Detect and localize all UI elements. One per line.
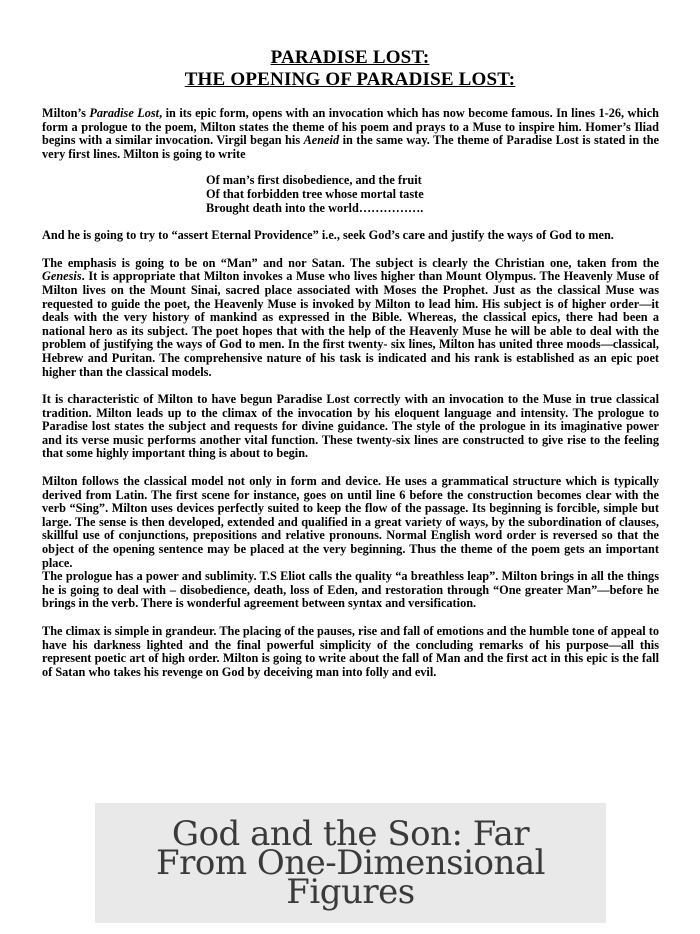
paragraph-climax: The climax is simple in grandeur. The placing of the pauses, rise and fall of emotions and the humble tone of appeal to have his darkness lighted and the final powerful simplicity of the concluding remarks of his purpose—all this represent poetic art of high order. Milton is going to write about the fall of Man and the first act in this epic is the fall of Satan who takes his revenge on God by deceiving man into folly and evil. bbox=[42, 624, 659, 679]
poem-line: Of man’s first disobedience, and the fruit bbox=[206, 173, 422, 188]
poem-quote bbox=[206, 174, 659, 215]
paragraph-intro bbox=[42, 107, 659, 161]
text-run: The emphasis is going to be on “Man” and nor Satan. The subject is clearly the Christian one, taken from the bbox=[42, 255, 659, 270]
title-block bbox=[0, 47, 700, 91]
paragraph-classical-model: Milton follows the classical model not only in form and device. He uses a grammatical structure which is typically derived from Latin. The first scene for instance, goes on until line 6 before the construction becomes clear with the verb “Sing”. Milton uses devices perfectly suited to keep the flow of the passage. Its beginning is forcible, simple but large. The sense is then developed, extended and qualified in a great variety of ways, by the subordination of clauses, skillful use of conjunctions, prepositions and relative pronouns. Normal English word order is reversed so that the object of the opening sentence may be placed at the very beginning. Thus the theme of the poem gets an important place. bbox=[42, 474, 659, 570]
banner-line: Figures bbox=[286, 872, 415, 912]
page-subtitle: THE OPENING OF PARADISE LOST: bbox=[184, 69, 516, 90]
text-run: in the same way. The theme of Paradise Lost is stated in the very first lines. Milton is going to write bbox=[42, 133, 659, 161]
text-run: . It is appropriate that Milton invokes a Muse who lives higher than Mount Olympus. The Heavenly Muse of Milton lives on the Mount Sinai, sacred place associated with Moses the Prophet. Just as the classical Muse was requested to guide the poet, the Heavenly Muse is invoked by Milton to lead him. His subject is of higher order—it deals with the very history of mankind as expressed in the Bible. Whereas, the classical epics, there had been a national hero as its subject. The poet hopes that with the help of the Heavenly Muse he will be able to deal with the problem of justifying the ways of God to men. In the first twenty- six lines, Milton has united three moods—classical, Hebrew and Puritan. The comprehensive nature of his task is indicated and his rank is established as an epic poet higher than the classical models. bbox=[42, 269, 659, 379]
banner-text bbox=[95, 814, 606, 912]
caption-banner bbox=[95, 803, 606, 923]
text-run: , in its epic form, opens with an invocation which has now become famous. In lines 1-26, which form a prologue to the poem, Milton states the theme of his poem and prays to a Muse to inspire him. Homer’s Iliad begins with a similar invocation. Virgil began his bbox=[42, 106, 659, 148]
paragraph-prologue-power: The prologue has a power and sublimity. T.S Eliot calls the quality “a breathless leap”. Milton brings in all the things he is going to deal with – disobedience, death, loss of Eden, and restoration through “One greater Man”—before he brings in the verb. There is wonderful agreement between syntax and versification. bbox=[42, 569, 659, 611]
paragraph-providence: And he is going to try to “assert Eternal Providence” i.e., seek God’s care and justify the ways of God to men. bbox=[42, 228, 614, 243]
poem-line: Brought death into the world……………. bbox=[206, 200, 424, 215]
paragraph-emphasis bbox=[42, 257, 659, 379]
text-run: Milton’s bbox=[42, 106, 90, 120]
article-body bbox=[42, 107, 659, 693]
banner-line: God and the Son: Far bbox=[171, 814, 530, 854]
text-italic: Genesis bbox=[42, 269, 82, 284]
text-italic: Paradise Lost bbox=[89, 106, 160, 120]
text-italic: Aeneid bbox=[303, 133, 340, 148]
page-title: PARADISE LOST: bbox=[270, 47, 430, 68]
poem-line: Of that forbidden tree whose mortal taste bbox=[206, 186, 424, 201]
paragraph-characteristic: It is characteristic of Milton to have begun Paradise Lost correctly with an invocation to the Muse in true classical tradition. Milton leads up to the climax of the invocation by his eloquent language and intensity. The prologue to Paradise lost states the subject and requests for divine guidance. The style of the prologue in its imaginative power and its verse music performs another vital function. These twenty-six lines are constructed to give rise to the feeling that some highly important thing is about to begin. bbox=[42, 392, 659, 461]
banner-line: From One-Dimensional bbox=[156, 843, 545, 883]
